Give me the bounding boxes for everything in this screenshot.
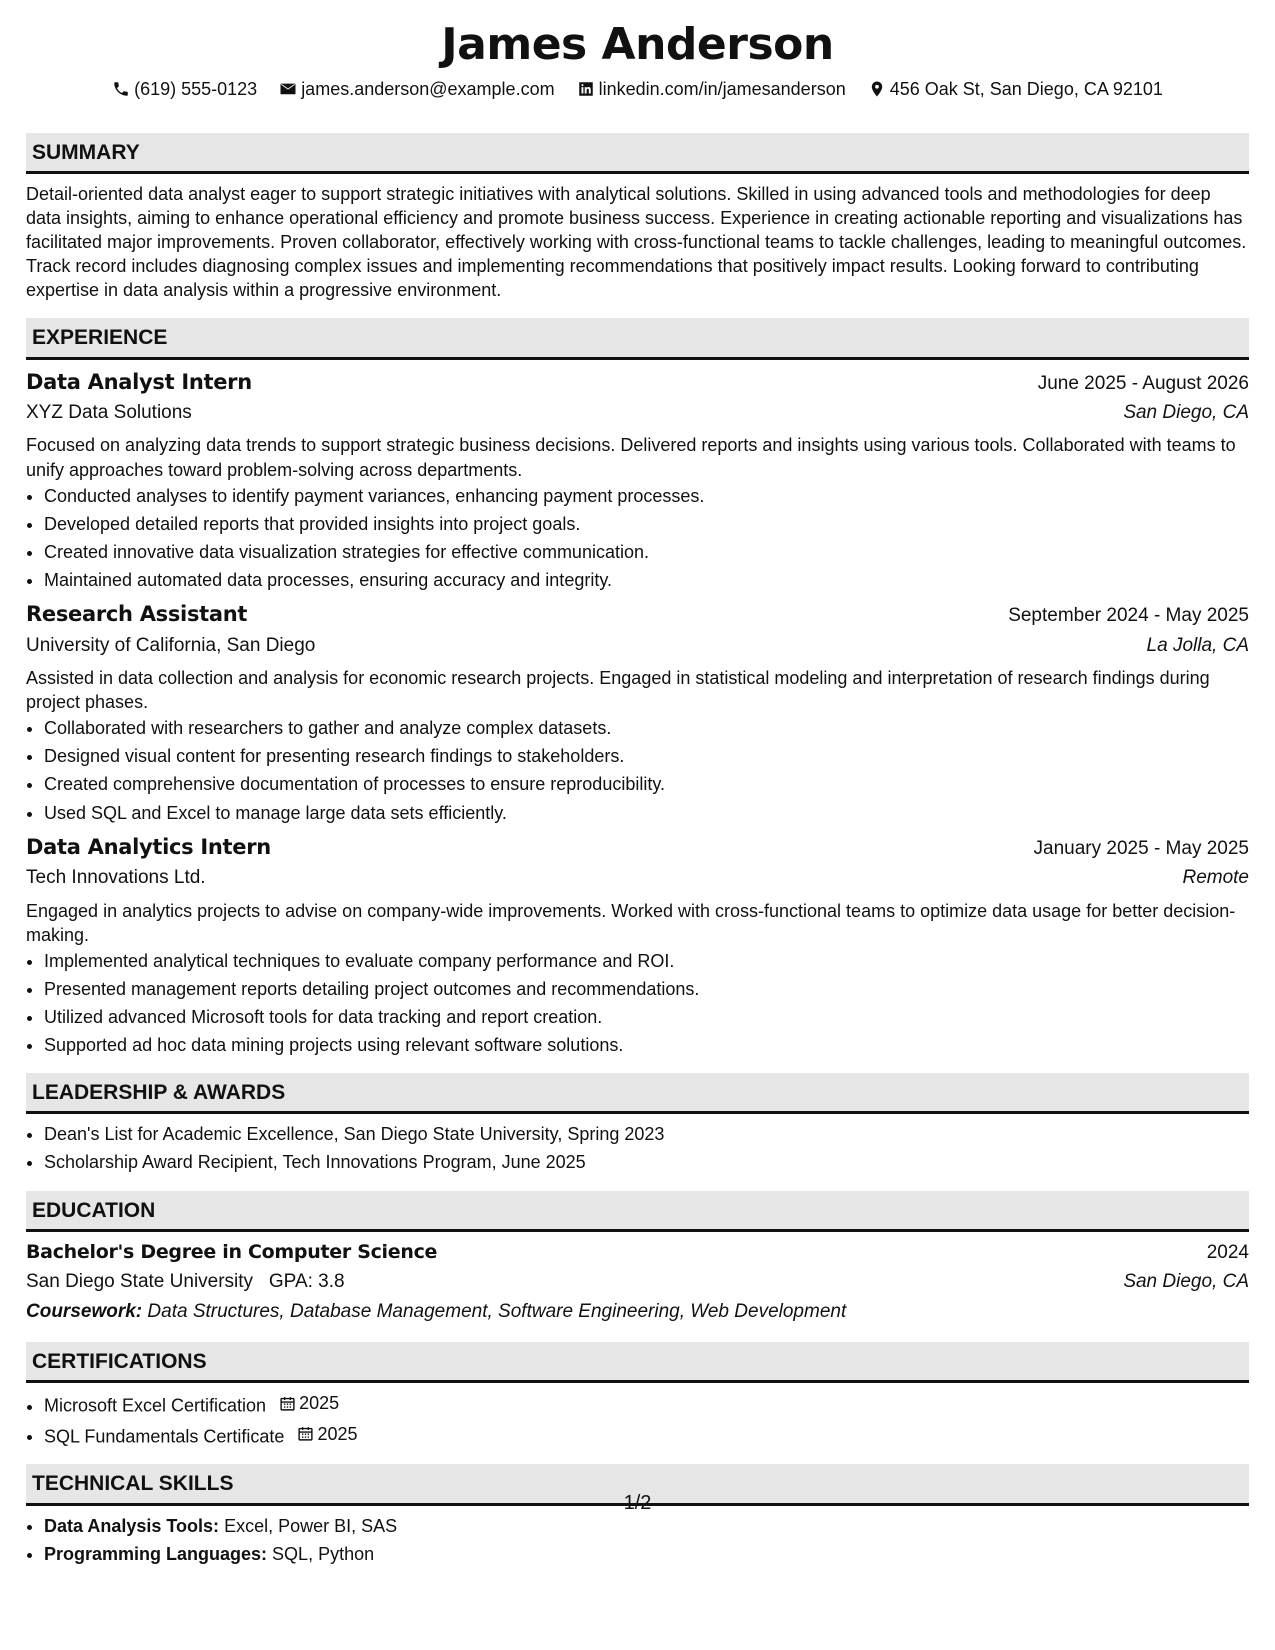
job-dates: January 2025 - May 2025 [1033, 837, 1249, 859]
certification-name: Microsoft Excel Certification [44, 1395, 267, 1416]
job-organization: XYZ Data Solutions [26, 401, 192, 423]
certification-item [44, 1422, 1249, 1449]
graduation-year: 2024 [1206, 1241, 1249, 1263]
job-bullets [26, 949, 1249, 1057]
contact-address [868, 77, 1163, 101]
candidate-name: James Anderson [441, 19, 834, 70]
skill-value: Excel, Power BI, SAS [224, 1515, 398, 1536]
gpa: GPA: 3.8 [268, 1271, 345, 1293]
school-location: San Diego, CA [1123, 1271, 1249, 1293]
job-organization: University of California, San Diego [26, 634, 316, 656]
certification-year: 2025 [317, 1423, 358, 1444]
certification-year: 2025 [299, 1393, 340, 1414]
job-bullets [26, 484, 1249, 592]
job-entry [26, 600, 1249, 825]
linkedin-link[interactable]: linkedin.com/in/jamesanderson [598, 78, 846, 99]
education-heading: EDUCATION [26, 1191, 1249, 1232]
linkedin-icon [577, 80, 595, 98]
job-location: San Diego, CA [1123, 401, 1249, 423]
award-item: • Dean's List for Academic Excellence, San Diego State University, Spring 2023 [44, 1122, 1249, 1146]
page-number: 1/2 [623, 1492, 652, 1514]
job-bullet: • Created innovative data visualization strategies for effective communication. [44, 540, 1249, 564]
skill-label: Programming Languages: [44, 1543, 268, 1564]
job-title: Research Assistant [26, 602, 248, 627]
job-entry [26, 368, 1249, 593]
contact-linkedin[interactable] [577, 77, 846, 101]
leadership-heading: LEADERSHIP & AWARDS [26, 1073, 1249, 1114]
experience-heading: EXPERIENCE [26, 318, 1249, 359]
job-bullet: • Maintained automated data processes, ensuring accuracy and integrity. [44, 568, 1249, 592]
phone-text: (619) 555-0123 [134, 78, 258, 99]
degree-title: Bachelor's Degree in Computer Science [26, 1240, 438, 1263]
calendar-icon [297, 1425, 314, 1442]
job-dates: June 2025 - August 2026 [1037, 372, 1249, 394]
envelope-icon [279, 80, 297, 98]
job-dates: September 2024 - May 2025 [1008, 605, 1249, 627]
map-pin-icon [868, 80, 886, 98]
job-bullet: • Supported ad hoc data mining projects using relevant software solutions. [44, 1033, 1249, 1057]
school-name: San Diego State University [26, 1271, 254, 1293]
school-line [26, 1269, 345, 1294]
certification-item [44, 1391, 1249, 1418]
job-title: Data Analytics Intern [26, 834, 271, 859]
certifications-heading: CERTIFICATIONS [26, 1342, 1249, 1383]
skill-item [44, 1514, 1249, 1538]
skills-heading: TECHNICAL SKILLS [26, 1464, 1249, 1505]
job-bullet: • Used SQL and Excel to manage large data sets efficiently. [44, 801, 1249, 825]
contact-phone [112, 77, 257, 101]
certification-name: SQL Fundamentals Certificate [44, 1426, 285, 1447]
skill-value: SQL, Python [272, 1543, 375, 1564]
job-bullet: • Collaborated with researchers to gather and analyze complex datasets. [44, 716, 1249, 740]
award-item: • Scholarship Award Recipient, Tech Innovations Program, June 2025 [44, 1150, 1249, 1174]
leadership-list [26, 1122, 1249, 1174]
coursework-label: Coursework: [26, 1300, 143, 1322]
job-bullet: • Created comprehensive documentation of processes to ensure reproducibility. [44, 772, 1249, 796]
coursework-list: Data Structures, Database Management, Software Engineering, Web Development [147, 1300, 847, 1322]
phone-icon [112, 80, 130, 98]
coursework [26, 1299, 1249, 1324]
contact-bar [26, 77, 1249, 101]
contact-email[interactable] [279, 77, 554, 101]
summary-text: Detail-oriented data analyst eager to support strategic initiatives with analytical solutions. Skilled in using advanced tools and methodologies for deep data insights, aiming to enhance operational efficiency and promote business success. Experience in creating actionable reporting and visualizations has facilitated major improvements. Proven collaborator, effectively working with cross-functional teams to tackle challenges, leading to meaningful outcomes. Track record includes diagnosing complex issues and implementing recommendations that positively impact results. Looking forward to contributing expertise in data analysis within a progressive environment. [26, 183, 1247, 301]
job-location: La Jolla, CA [1146, 634, 1249, 656]
job-description: Focused on analyzing data trends to support strategic business decisions. Delivered reports and insights using various tools. Collaborated with teams to unify approaches toward problem-solving across departments. [26, 435, 1236, 480]
job-organization: Tech Innovations Ltd. [26, 867, 206, 889]
job-bullet: • Developed detailed reports that provided insights into project goals. [44, 512, 1249, 536]
skill-label: Data Analysis Tools: [44, 1515, 220, 1536]
education-entry [26, 1240, 1249, 1324]
job-bullet: • Presented management reports detailing project outcomes and recommendations. [44, 977, 1249, 1001]
email-link[interactable]: james.anderson@example.com [301, 78, 555, 99]
job-location: Remote [1182, 867, 1249, 889]
skill-item [44, 1542, 1249, 1566]
calendar-icon [279, 1395, 296, 1412]
skills-list [26, 1514, 1249, 1566]
job-bullet: • Utilized advanced Microsoft tools for data tracking and report creation. [44, 1005, 1249, 1029]
certifications-list [26, 1391, 1249, 1448]
address-text: 456 Oak St, San Diego, CA 92101 [889, 78, 1163, 99]
job-entry [26, 833, 1249, 1058]
job-bullets [26, 716, 1249, 824]
job-description: Assisted in data collection and analysis for economic research projects. Engaged in statistical modeling and interpretation of research findings during project phases. [26, 667, 1210, 713]
job-description: Engaged in analytics projects to advise on company-wide improvements. Worked with cross-functional teams to optimize data usage for better decision-making. [26, 900, 1236, 945]
summary-heading: SUMMARY [26, 133, 1249, 174]
job-bullet: • Conducted analyses to identify payment variances, enhancing payment processes. [44, 484, 1249, 508]
job-bullet: • Implemented analytical techniques to evaluate company performance and ROI. [44, 949, 1249, 973]
job-title: Data Analyst Intern [26, 369, 252, 394]
job-bullet: • Designed visual content for presenting research findings to stakeholders. [44, 744, 1249, 768]
